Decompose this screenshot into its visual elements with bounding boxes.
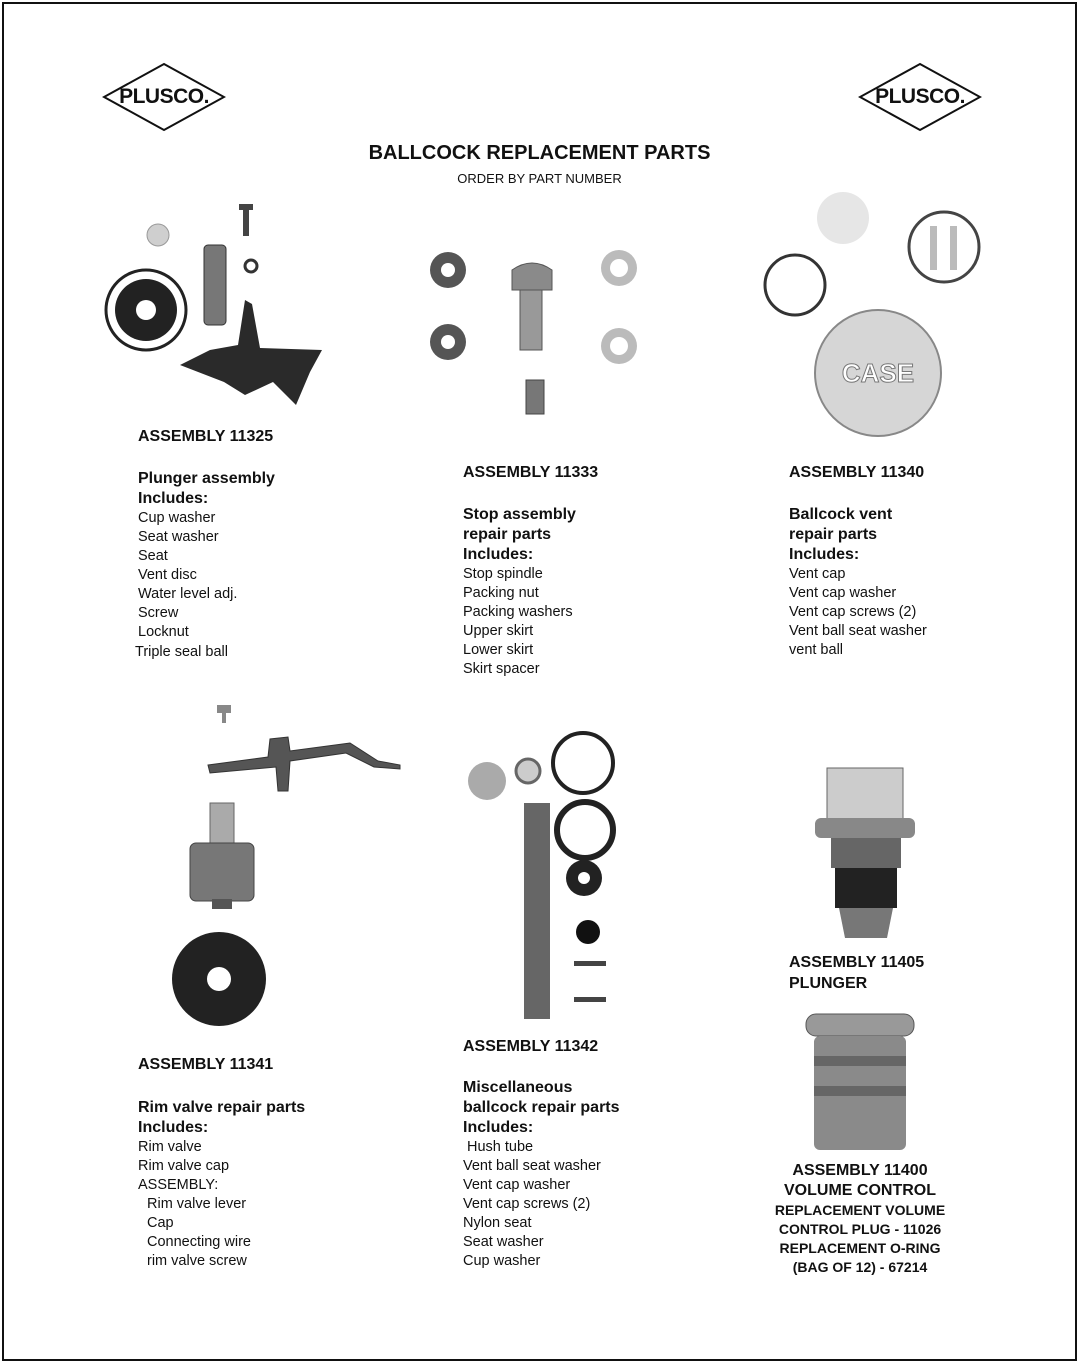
list-item: Cap (147, 1215, 174, 1231)
description-line: ballcock repair parts (463, 1099, 620, 1116)
list-item: Vent cap washer (789, 585, 897, 601)
list-item: Vent disc (138, 567, 197, 583)
plusco-logo-right (858, 62, 982, 132)
replacement-info: CONTROL PLUG - 11026 (778, 1221, 942, 1237)
assembly-description (138, 469, 275, 509)
page-title: BALLCOCK REPLACEMENT PARTS (368, 142, 711, 164)
parts-list (463, 565, 598, 679)
list-item: vent ball (789, 642, 844, 658)
description-line: repair parts (463, 526, 552, 543)
parts-list (463, 1138, 620, 1271)
list-item: Vent cap (789, 566, 846, 582)
description-line: Includes: (463, 1119, 534, 1136)
list-item: ASSEMBLY: (138, 1177, 219, 1193)
list-item: Hush tube (467, 1139, 534, 1155)
description-line: Includes: (789, 546, 860, 563)
logo-text: PLUSCO. (119, 85, 209, 108)
list-item: Skirt spacer (463, 661, 540, 677)
assembly-number: ASSEMBLY 11340 (789, 464, 925, 481)
list-item: Water level adj. (138, 586, 238, 602)
list-item: Rim valve (138, 1139, 202, 1155)
description-line: Includes: (138, 1119, 209, 1136)
assembly-11341-parts-photo (160, 695, 405, 1040)
list-item: Cup washer (138, 510, 216, 526)
assembly-number: ASSEMBLY 11333 (463, 464, 599, 481)
assembly-number: ASSEMBLY 11325 (138, 428, 274, 445)
list-item: Locknut (138, 624, 189, 640)
list-item: Nylon seat (463, 1215, 532, 1231)
logo-text: PLUSCO. (875, 85, 965, 108)
assembly-11333-parts-photo (420, 240, 650, 425)
list-item: Cup washer (463, 1253, 541, 1269)
description-line: Stop assembly (463, 506, 576, 523)
assembly-11400-parts-photo (800, 1010, 920, 1155)
assembly-11341-section (138, 1056, 305, 1271)
replacement-info: (BAG OF 12) - 67214 (792, 1259, 928, 1275)
page-subtitle: ORDER BY PART NUMBER (457, 171, 622, 186)
assembly-11342-parts-photo (460, 725, 620, 1025)
parts-list (138, 1138, 305, 1271)
assembly-description (463, 1078, 620, 1138)
list-item: Connecting wire (147, 1234, 251, 1250)
list-item: Vent ball seat washer (463, 1158, 601, 1174)
assembly-description (138, 1098, 305, 1138)
case-stamp: CASE (841, 358, 915, 388)
list-item: Packing washers (463, 604, 573, 620)
list-item: rim valve screw (147, 1253, 247, 1269)
list-item: Rim valve cap (138, 1158, 230, 1174)
list-item: Vent cap screws (2) (789, 604, 917, 620)
parts-list (789, 565, 927, 660)
assembly-description (789, 505, 927, 565)
assembly-description: PLUNGER (789, 975, 868, 992)
assembly-11325-parts-photo (100, 200, 330, 410)
assembly-11405-section (789, 952, 924, 994)
assembly-11325-section (135, 428, 275, 662)
plusco-logo-left (102, 62, 226, 132)
assembly-description: VOLUME CONTROL (784, 1182, 936, 1199)
list-item: Vent cap screws (2) (463, 1196, 591, 1212)
list-item: Seat washer (463, 1234, 544, 1250)
assembly-11342-section (463, 1038, 620, 1271)
replacement-info: REPLACEMENT O-RING (779, 1240, 941, 1256)
description-line: Rim valve repair parts (138, 1099, 306, 1116)
list-item: Lower skirt (463, 642, 534, 658)
assembly-11333-section (463, 464, 598, 679)
list-item: Stop spindle (463, 566, 543, 582)
assembly-11405-parts-photo (805, 760, 925, 940)
replacement-info: REPLACEMENT VOLUME (774, 1202, 946, 1218)
assembly-number: ASSEMBLY 11341 (138, 1056, 274, 1073)
description-line: Includes: (138, 490, 209, 507)
assembly-description (463, 505, 598, 565)
description-line: repair parts (789, 526, 878, 543)
list-item: Upper skirt (463, 623, 534, 639)
description-line: Ballcock vent (789, 506, 893, 523)
list-item: Vent cap washer (463, 1177, 571, 1193)
list-item: Packing nut (463, 585, 539, 601)
assembly-11400-section (740, 1161, 980, 1277)
description-line: Plunger assembly (138, 470, 275, 487)
assembly-11340-section (789, 464, 927, 660)
parts-list (135, 509, 275, 662)
description-line: Includes: (463, 546, 534, 563)
assembly-number: ASSEMBLY 11342 (463, 1038, 599, 1055)
list-item: Screw (138, 605, 179, 621)
assembly-11340-parts-photo (760, 190, 990, 440)
description-line: Miscellaneous (463, 1079, 573, 1096)
list-item: Seat (138, 548, 168, 564)
assembly-number: ASSEMBLY 11400 (792, 1162, 928, 1179)
list-item: Triple seal ball (135, 644, 228, 660)
list-item: Rim valve lever (147, 1196, 247, 1212)
assembly-number: ASSEMBLY 11405 (789, 954, 925, 971)
list-item: Seat washer (138, 529, 219, 545)
list-item: Vent ball seat washer (789, 623, 927, 639)
